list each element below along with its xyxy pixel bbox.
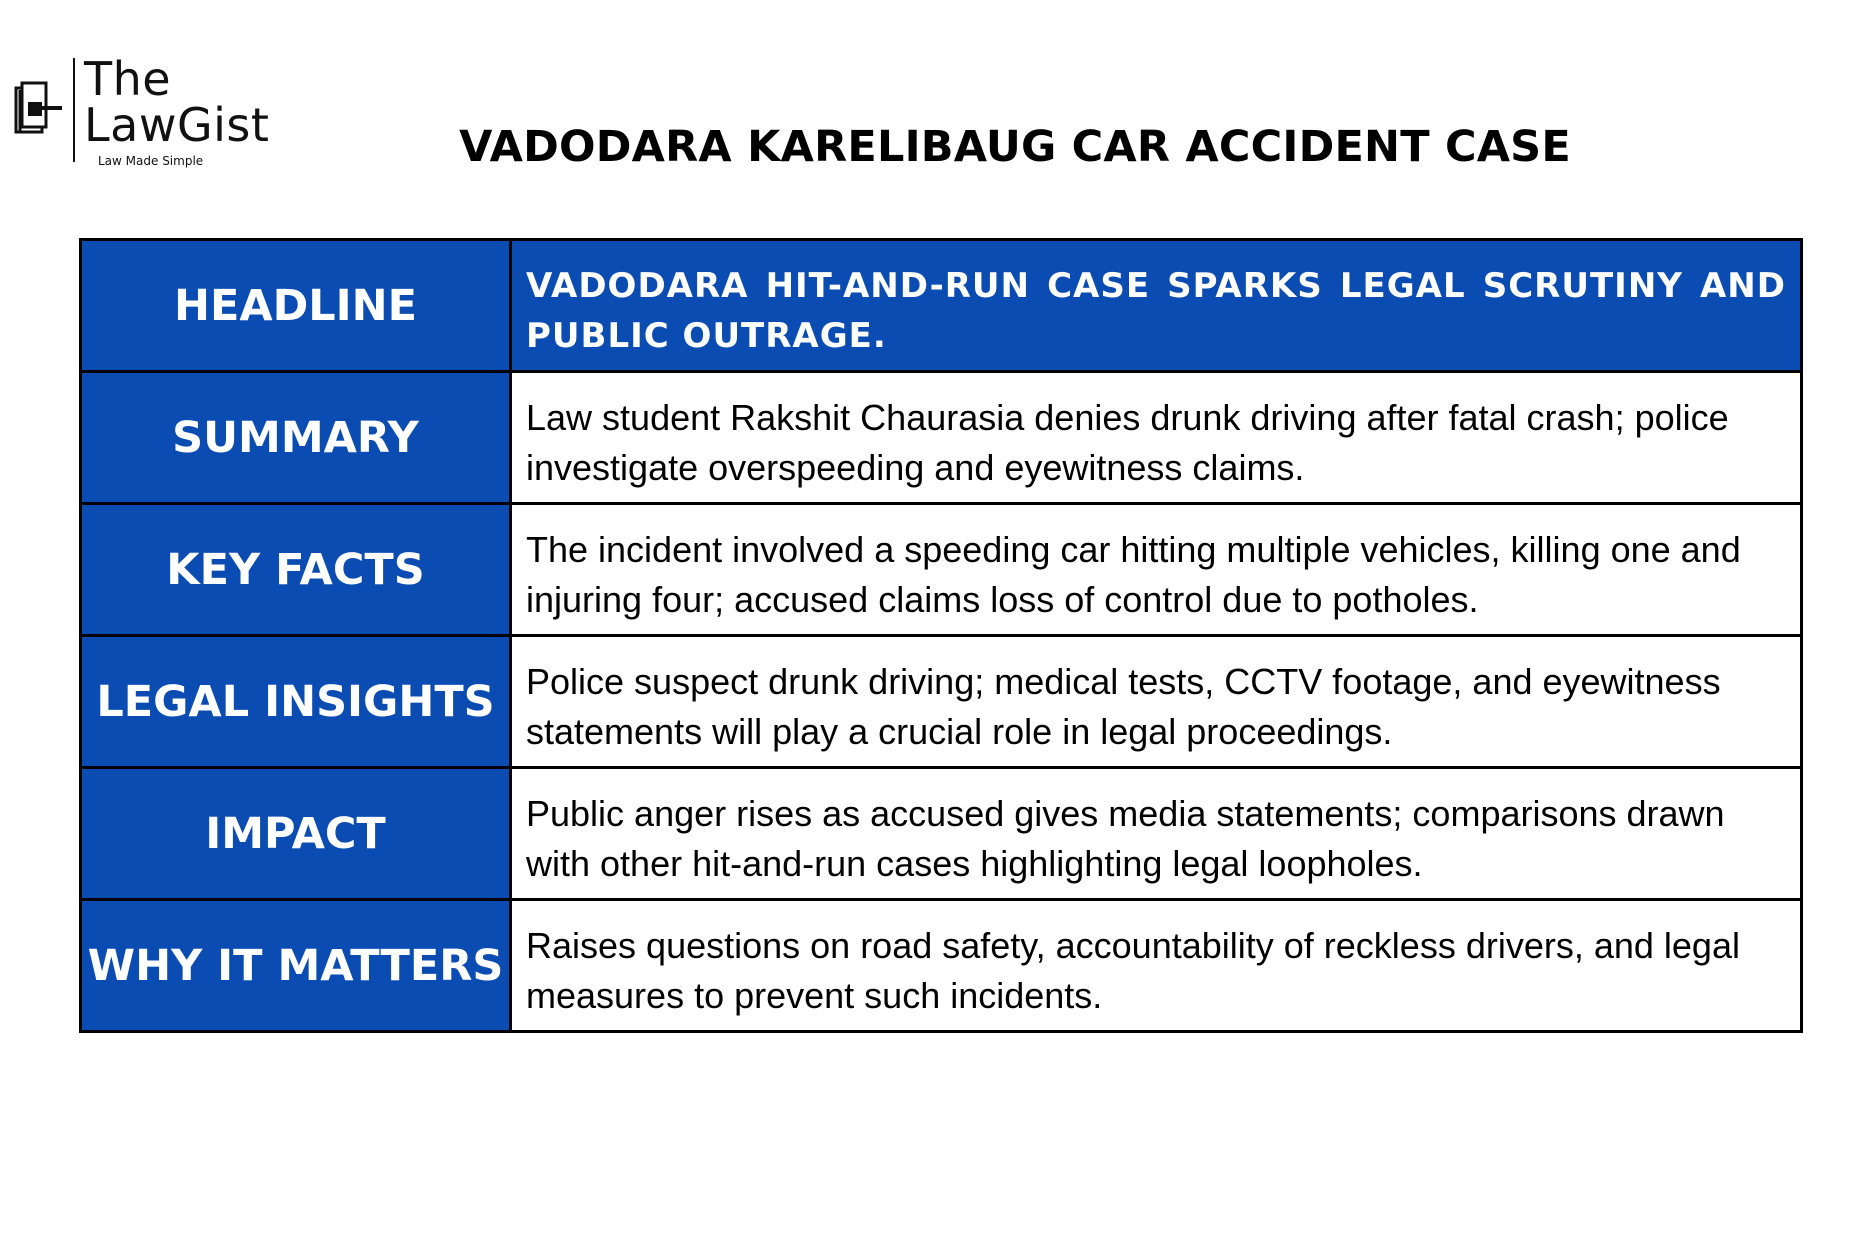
logo-name-line1: The: [84, 52, 172, 106]
page-title: VADODARA KARELIBAUG CAR ACCIDENT CASE: [459, 122, 1571, 172]
case-summary-table: [79, 238, 1803, 1033]
row-value: VADODARA HIT-AND-RUN CASE SPARKS LEGAL SCRUTINY AND PUBLIC OUTRAGE.: [511, 240, 1802, 372]
table-row-summary: [81, 372, 1802, 504]
logo-name-line2: LawGist: [84, 98, 270, 152]
row-value: Law student Rakshit Chaurasia denies drunk driving after fatal crash; police investigate overspeeding and eyewitness claims.: [511, 372, 1802, 504]
row-label: IMPACT: [81, 768, 511, 900]
row-value: The incident involved a speeding car hitting multiple vehicles, killing one and injuring four; accused claims loss of control due to potholes.: [511, 504, 1802, 636]
table-row-why-it-matters: [81, 900, 1802, 1032]
row-label: LEGAL INSIGHTS: [81, 636, 511, 768]
table-row-legal-insights: [81, 636, 1802, 768]
logo-tagline: Law Made Simple: [98, 154, 204, 168]
row-value: Raises questions on road safety, accountability of reckless drivers, and legal measures to prevent such incidents.: [511, 900, 1802, 1032]
row-label: WHY IT MATTERS: [81, 900, 511, 1032]
row-label: SUMMARY: [81, 372, 511, 504]
row-label: KEY FACTS: [81, 504, 511, 636]
row-label: HEADLINE: [81, 240, 511, 372]
table-row-impact: [81, 768, 1802, 900]
table-row-key-facts: [81, 504, 1802, 636]
row-value: Public anger rises as accused gives media statements; comparisons drawn with other hit-and-run cases highlighting legal loopholes.: [511, 768, 1802, 900]
table-row-headline: [81, 240, 1802, 372]
row-value: Police suspect drunk driving; medical tests, CCTV footage, and eyewitness statements will play a crucial role in legal proceedings.: [511, 636, 1802, 768]
